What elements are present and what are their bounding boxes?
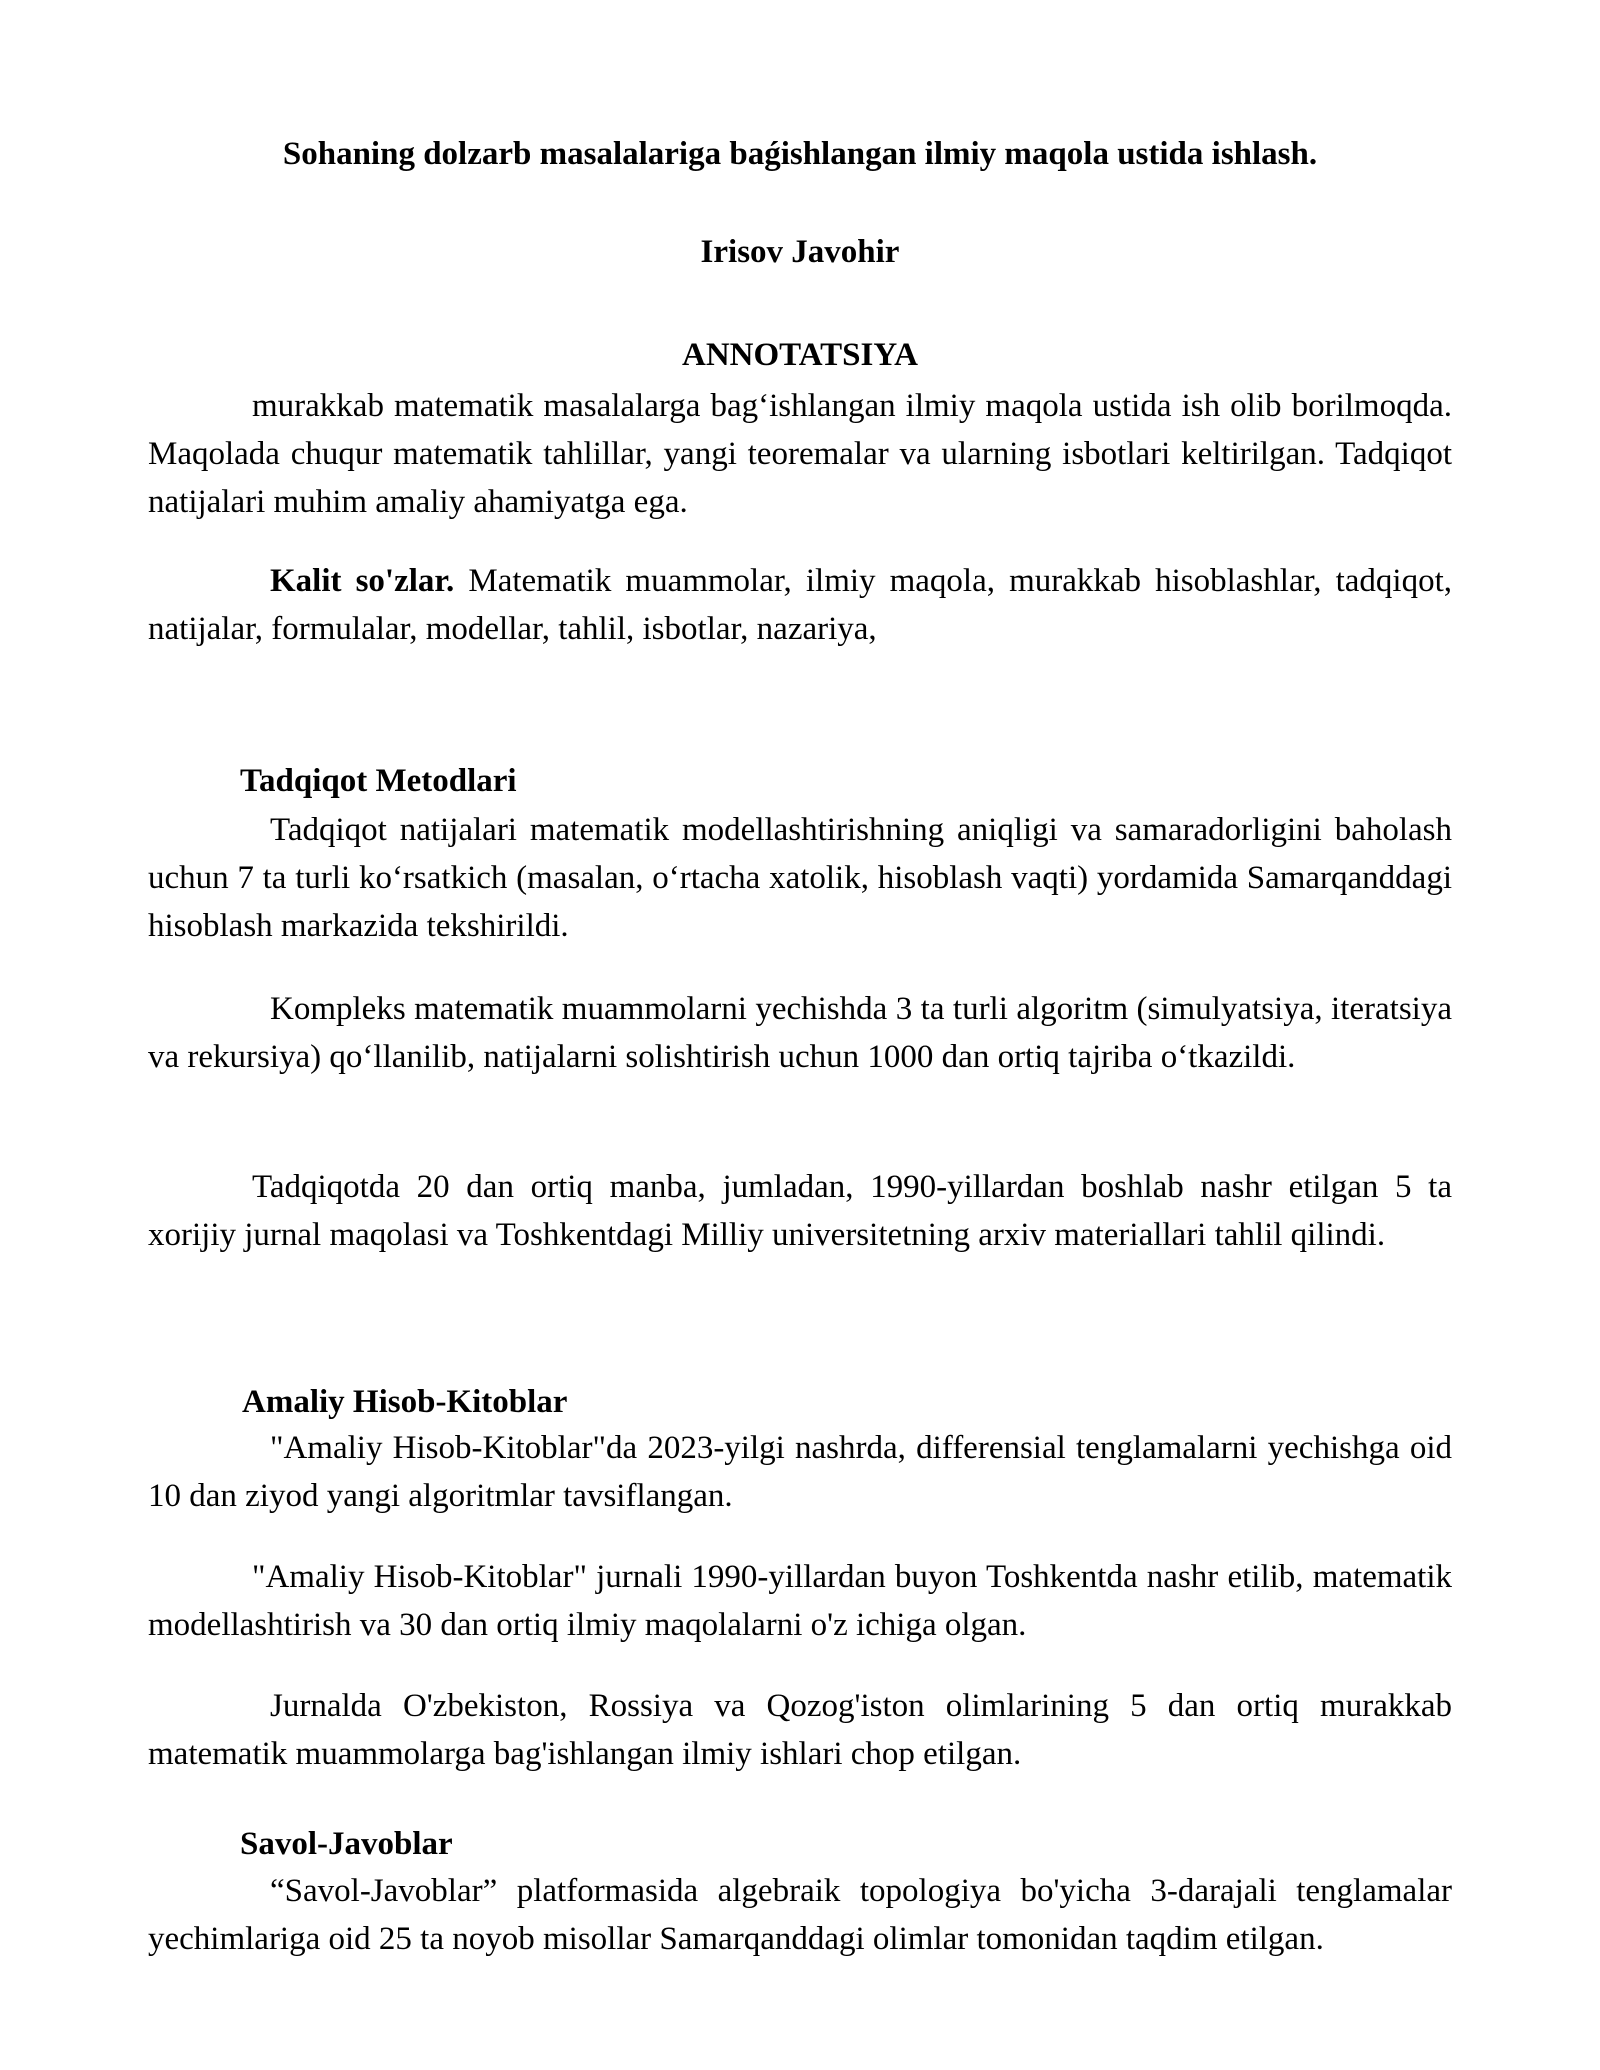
keywords-paragraph: [148, 557, 1452, 653]
calculations-paragraph-1: "Amaliy Hisob-Kitoblar"da 2023-yilgi nashrda, differensial tenglamalarni yechishga oid 10 dan ziyod yangi algoritmlar tavsiflangan.: [148, 1430, 1452, 1514]
calculations-paragraph-2: "Amaliy Hisob-Kitoblar" jurnali 1990-yillardan buyon Toshkentda nashr etilib, matematik modellashtirish va 30 dan ortiq ilmiy maqolalarni o'z ichiga olgan.: [148, 1559, 1452, 1643]
section-heading-qa: Savol-Javoblar: [240, 1826, 453, 1862]
methods-paragraph-2: Kompleks matematik muammolarni yechishda 3 ta turli algoritm (simulyatsiya, iteratsiya va rekursiya) qo‘llanilib, natijalarni solishtirish uchun 1000 dan ortiq tajriba o‘tkazildi.: [148, 991, 1452, 1075]
document-title: Sohaning dolzarb masalalariga baǵishlangan ilmiy maqola ustida ishlash.: [282, 136, 1318, 172]
author-name: Irisov Javohir: [700, 234, 900, 270]
keywords-label: Kalit so'zlar.: [270, 563, 455, 599]
calculations-paragraph-3: Jurnalda O'zbekiston, Rossiya va Qozog'iston olimlarining 5 dan ortiq murakkab matematik muammolarga bag'ishlangan ilmiy ishlari chop etilgan.: [148, 1688, 1452, 1772]
methods-paragraph-1: Tadqiqot natijalari matematik modellashtirishning aniqligi va samaradorligini baholash uchun 7 ta turli ko‘rsatkich (masalan, o‘rtacha xatolik, hisoblash vaqti) yordamida Samarqanddagi hisoblash markazida tekshirildi.: [148, 812, 1452, 944]
annotation-paragraph: murakkab matematik masalalarga bag‘ishlangan ilmiy maqola ustida ish olib borilmoqda. Maqolada chuqur matematik tahlillar, yangi teoremalar va ularning isbotlari keltirilgan. Tadqiqot natijalari muhim amaliy ahamiyatga ega.: [148, 388, 1452, 520]
qa-paragraph-1: “Savol-Javoblar” platformasida algebraik topologiya bo'yicha 3-darajali tenglamalar yechimlariga oid 25 ta noyob misollar Samarqanddagi olimlar tomonidan taqdim etilgan.: [148, 1873, 1452, 1957]
methods-paragraph-3: Tadqiqotda 20 dan ortiq manba, jumladan, 1990-yillardan boshlab nashr etilgan 5 ta xorijiy jurnal maqolasi va Toshkentdagi Milliy universitetning arxiv materiallari tahlil qilindi.: [148, 1169, 1452, 1253]
keywords-text: Matematik muammolar, ilmiy maqola, murakkab hisoblashlar, tadqiqot, natijalar, formulalar, modellar, tahlil, isbotlar, nazariya,: [148, 563, 1452, 647]
section-heading-calculations: Amaliy Hisob-Kitoblar: [242, 1384, 568, 1420]
annotation-heading: ANNOTATSIYA: [682, 337, 918, 373]
section-heading-methods: Tadqiqot Metodlari: [240, 763, 517, 799]
